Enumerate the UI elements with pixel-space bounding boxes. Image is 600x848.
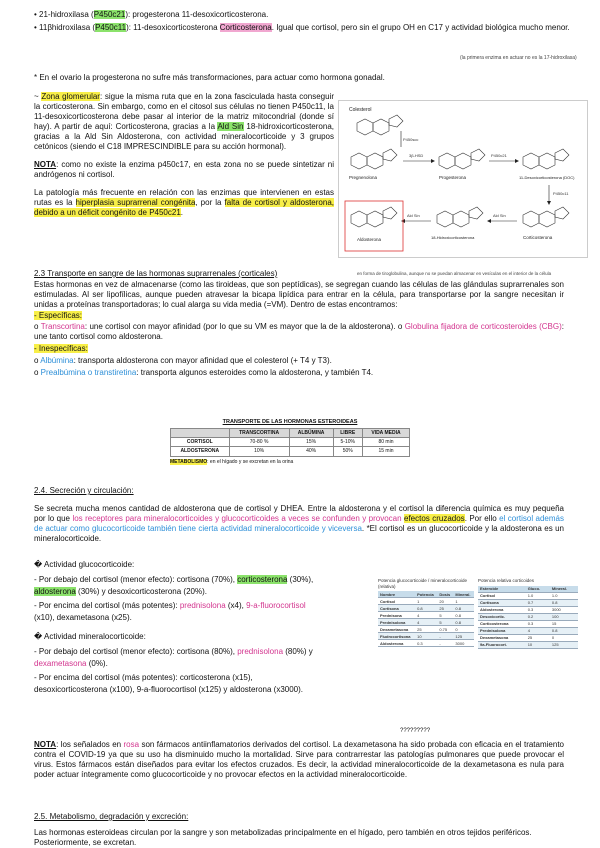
section-24-intro: Se secreta mucha menos cantidad de aldosterona que de cortisol y DHEA. Entre la aldosterona y el cortisol la diferencia química es muy pequeña por lo que los receptores para mineralocorticoides y glucocorticoides a veces se confunden y provocan efectos cruzados. Por ello el cortisol además de actuar como glucocorticoide también tiene cierta actividad mineralocorticoide y viceversa. *El cortisol es un glucocorticoide y la aldosterona es un mineralocorticoide. xyxy=(34,504,565,543)
potency-left-cell: Aldosterona xyxy=(378,640,415,647)
potency-left-row xyxy=(378,612,474,619)
ovary-note: * En el ovario la progesterona no sufre más transformaciones, para actuar como hormona gonadal. xyxy=(34,73,385,82)
potency-table-right: Potencia relativa corticoides Esteroide Gluco. Mineral. Cortisol 1.0 1.0 Cortisona 0.7 0.8 Aldosterona 0.3 3000 Desoxicortic. 0.2 100 Corticosterona 0.3 15 Prednisolona 4 0.8 Dexametasona 25 0 9a-Fluorocort. 10 125 xyxy=(478,578,578,720)
potency-right-header-2: Mineral. xyxy=(550,586,578,593)
potency-left-cell: Dexametasona xyxy=(378,626,415,633)
section-25-title: 2.5. Metabolismo, degradación y excreción: xyxy=(34,812,189,821)
potency-right-row xyxy=(478,613,578,620)
potency-left-cell: - xyxy=(437,640,453,647)
transport-table-footer: METABOLISMO: en el hígado y se excretan en la orina xyxy=(170,458,294,465)
potency-right-cell: Corticosterona xyxy=(478,620,526,627)
potency-left-cell: 5 xyxy=(437,619,453,626)
hydroxylase-21-line: • 21-hidroxilasa (P450c21): progesterona 11-desoxicorticosterona. xyxy=(34,10,269,19)
diagram-label-corticosterona: Corticosterona xyxy=(523,235,553,240)
transport-table-row xyxy=(171,438,410,447)
potency-left-cell: 1 xyxy=(453,598,474,605)
potency-right-row xyxy=(478,599,578,606)
transport-table-cell: 10% xyxy=(229,447,289,456)
section-24-note: NOTA: los señalados en rosa son fármacos antiinflamatorios derivados del cortisol. La dexametasona ha sido probada con eficacia en el tratamiento contra el COVID-19 ya que su uso ha disminuido mucho la mortalidad. Sirve para contrarrestar las patologías pulmonares que puede provocar el virus. Estos fármacos están diseñados para evitar los efectos cruzados. Es decir, la actividad mineralocorticoide de la dexametasona es nula para poder actuar íntegramente como glucocorticoide y no provocar efectos en la actividad mineralocorticoide. xyxy=(34,740,564,779)
aldosterone-highlight-box xyxy=(345,201,403,251)
potency-right-cell: 0 xyxy=(550,634,578,641)
cholesterol-molecule xyxy=(357,115,403,135)
transport-table-cell: 70-80 % xyxy=(229,438,289,447)
potency-right-row xyxy=(478,620,578,627)
transport-table-row xyxy=(171,447,410,456)
transport-table-header-3: LIBRE xyxy=(333,428,362,437)
transport-table-header-4: VIDA MEDIA xyxy=(362,428,409,437)
potency-right-cell: Cortisol xyxy=(478,592,526,599)
potency-left-cell: - xyxy=(437,633,453,640)
potency-right-cell: 1.0 xyxy=(526,592,550,599)
diagram-enzyme-c11: P450c11 xyxy=(553,191,569,196)
potency-right-row xyxy=(478,634,578,641)
diagram-label-colesterol: Colesterol xyxy=(349,107,372,113)
diagram-enzyme-aldsin-2: Ald Sin xyxy=(407,213,420,218)
transport-table-cell: 15 min xyxy=(362,447,409,456)
hydroxycorticosterone-molecule xyxy=(437,207,483,227)
potency-right-row xyxy=(478,592,578,599)
transport-table-cell: ALDOSTERONA xyxy=(171,447,230,456)
potency-left-cell: 25 xyxy=(437,605,453,612)
potency-right-row xyxy=(478,641,578,648)
potency-right-cell: Prednisolona xyxy=(478,627,526,634)
potency-right-cell: 9a-Fluorocort. xyxy=(478,641,526,648)
potency-left-cell: 0.8 xyxy=(453,619,474,626)
potency-right-cell: 0.2 xyxy=(526,613,550,620)
potency-right-cell: Cortisona xyxy=(478,599,526,606)
potency-left-cell: 25 xyxy=(415,626,437,633)
potency-right-cell: 1.0 xyxy=(550,592,578,599)
potency-left-header-1: Potencia xyxy=(415,591,437,598)
potency-left-cell: 0 xyxy=(453,626,474,633)
potency-right-cell: 4 xyxy=(526,627,550,634)
potency-right-cell: 0.3 xyxy=(526,606,550,613)
transport-table-title: TRANSPORTE DE LAS HORMONAS ESTEROIDEAS xyxy=(222,419,358,425)
transport-table-header-2: ALBÚMINA xyxy=(289,428,333,437)
potency-left-cell: 5 xyxy=(437,612,453,619)
diagram-enzyme-scc: P450scc xyxy=(403,137,419,142)
potency-right-cell: 3000 xyxy=(550,606,578,613)
potency-right-cell: Desoxicortic. xyxy=(478,613,526,620)
transport-table-cell: 80 min xyxy=(362,438,409,447)
mineral-activity-block: � Actividad mineralocorticoide: - Por debajo del cortisol (menor efecto): cortisona (80%), prednisolona (80%) y dexametasona (0%). - Por encima del cortisol (más potentes): corticosterona (x15), desoxicorticosterona (x100), 9-a-fluorocortisol (x125) y aldosterona (x3000). xyxy=(34,632,313,694)
potency-right-cell: Aldosterona xyxy=(478,606,526,613)
pregnenolone-molecule xyxy=(351,149,397,169)
potency-left-cell: 4 xyxy=(415,612,437,619)
section-23-side-note: en forma de tiroglobulina, aunque no se puedan almacenar en vesículas en el interior de la célula xyxy=(357,271,552,276)
hydroxylase-11-line: • 11βhidroxilasa (P450c11): 11-desoxicorticosterona Corticosterona. Igual que cortisol, pero sin el grupo OH en C17 y actividad biológica mucho menor. xyxy=(34,23,570,32)
potency-left-cell: 0.8 xyxy=(453,612,474,619)
transport-table-cell: 5-10% xyxy=(333,438,362,447)
question-marks: ????????? xyxy=(400,728,431,734)
intro-block xyxy=(34,10,574,33)
potency-left-cell: 3000 xyxy=(453,640,474,647)
aldosterone-pathway-diagram xyxy=(338,100,588,258)
progesterone-molecule xyxy=(439,149,485,169)
transport-table-header-0 xyxy=(171,428,230,437)
glomerular-paragraph: ~ Zona glomerular: sigue la misma ruta que en la zona fasciculada hasta conseguir la corticosterona. Sin embargo, como en el citosol sus células no tienen P450c11, la 11-desoxicorticosterona debe pasar al interior de la matriz mitocondrial (donde sí hay). A partir de aquí: Corticosterona, gracias a la Ald Sin 18-hidroxicorticosterona, gracias a la Ald Sin Aldosterona, con actividad mineralocorticoide y 3 grupos cetónicos (siendo el C18 IMPRESCINDIBLE para su acción hormonal). NOTA: como no existe la enzima p450c17, en esta zona no se puede sintetizar ni andrógenos ni cortisol. La patología más frecuente en relación con las enzimas que intervienen en estas rutas es la hiperplasia suprarrenal congénita, por la falta de cortisol y aldosterona, debido a un déficit congénito de P450c21. xyxy=(34,92,334,217)
potency-right-cell: 15 xyxy=(550,620,578,627)
transport-table-cell: 15% xyxy=(289,438,333,447)
potency-right-cell: 0.8 xyxy=(550,627,578,634)
potency-left-header-2: Dosis xyxy=(437,591,453,598)
potency-right-cell: 0.7 xyxy=(526,599,550,606)
potency-right-cell: 125 xyxy=(550,641,578,648)
diagram-enzyme-3bhsd: 3β-HSD xyxy=(409,153,424,158)
transport-table xyxy=(170,428,410,457)
potency-right-row xyxy=(478,606,578,613)
potency-left-cell: 4 xyxy=(415,619,437,626)
potency-left-cell: 0.8 xyxy=(453,605,474,612)
potency-left-cell: 20 xyxy=(437,598,453,605)
potency-left-header-3: Mineral. xyxy=(453,591,474,598)
potency-left-cell: 0.75 xyxy=(437,626,453,633)
potency-left-cell: 1 xyxy=(415,598,437,605)
potency-right-cell: 10 xyxy=(526,641,550,648)
section-25-text: Las hormonas esteroideas circulan por la sangre y son metabolizadas principalmente en el hígado, pero también en otros tejidos periféricos. Posteriormente, se excretan. xyxy=(34,828,532,847)
potency-left-row xyxy=(378,605,474,612)
potency-right-header-0: Esteroide xyxy=(478,586,526,593)
potency-right-header-1: Gluco. xyxy=(526,586,550,593)
potency-left-cell: Cortisol xyxy=(378,598,415,605)
potency-left-row xyxy=(378,598,474,605)
potency-left-row xyxy=(378,619,474,626)
potency-right-row xyxy=(478,627,578,634)
transport-table-header-1: TRANSCORTINA xyxy=(229,428,289,437)
potency-left-cell: 125 xyxy=(453,633,474,640)
diagram-label-progesterona: Progesterona xyxy=(439,175,467,180)
section-23-title: 2.3 Transporte en sangre de las hormonas suprarrenales (corticales) xyxy=(34,269,278,278)
diagram-label-18oh: 18-Hidroxicorticosterona xyxy=(431,235,475,240)
aldosterone-molecule xyxy=(351,207,397,227)
potency-right-cell: 0.3 xyxy=(526,620,550,627)
potency-left-cell: Prednisolona xyxy=(378,619,415,626)
diagram-enzyme-aldsin-1: Ald Sin xyxy=(493,213,506,218)
potency-left-row xyxy=(378,626,474,633)
diagram-enzyme-c21: P450c21 xyxy=(491,153,507,158)
diagram-label-doc: 11-Desoxicorticosterona (DOC) xyxy=(519,175,575,180)
potency-left-row xyxy=(378,640,474,647)
gluco-activity-block: � Actividad glucocorticoide: - Por debajo del cortisol (menor efecto): cortisona (70%), corticosterona (30%), aldosterona (30%) y desoxicorticosterona (20%). - Por encima del cortisol (más potentes): prednisolona (x4), 9-a-fluorocortisol (x10), dexametasona (x25). xyxy=(34,560,314,622)
transport-table-block xyxy=(170,419,410,465)
transport-table-cell: 50% xyxy=(333,447,362,456)
potency-left-cell: 0.3 xyxy=(415,640,437,647)
transport-table-cell: CORTISOL xyxy=(171,438,230,447)
potency-table-left: Potencia glucocorticoide / mineralocorticoide (relativa) Nombre Potencia Dosis Mineral. Cortisol 1 20 1 Cortisona 0.8 25 0.8 Prednisona 4 5 0.8 Prednisolona 4 5 0.8 Dexametasona 25 0.75 0 Fludrocortisona 10 - 125 Aldosterona 0.3 - 3000 xyxy=(378,578,474,720)
potency-left-cell: Fludrocortisona xyxy=(378,633,415,640)
diagram-label-pregnenolona: Pregnenolona xyxy=(349,175,378,180)
doc-molecule xyxy=(523,149,569,169)
potency-right-cell: 0.8 xyxy=(550,599,578,606)
potency-left-header-0: Nombre xyxy=(378,591,415,598)
side-note: (la primera enzima en actuar no es la 17-hidroxilasa) xyxy=(460,55,577,61)
potency-left-cell: Prednisona xyxy=(378,612,415,619)
potency-left-cell: Cortisona xyxy=(378,605,415,612)
potency-right-cell: Dexametasona xyxy=(478,634,526,641)
potency-left-cell: 10 xyxy=(415,633,437,640)
transport-table-cell: 40% xyxy=(289,447,333,456)
potency-left-row xyxy=(378,633,474,640)
potency-left-cell: 0.8 xyxy=(415,605,437,612)
section-24-title: 2.4. Secreción y circulación: xyxy=(34,486,134,495)
corticosterone-molecule xyxy=(523,207,569,227)
diagram-label-aldosterona: Aldosterona xyxy=(357,237,382,242)
section-23-body: Estas hormonas en vez de almacenarse (como las tiroideas, que son peptídicas), se segregan cuando las células de las glándulas suprarrenales son estimuladas. Al ser lipofílicas, aunque pueden atravesar la bicapa lipídica para entrar en la célula, para transportarse por la sangre necesitan ir unidas a proteínas transportadoras; lo cual alarga su vida media (=VM). Dentro de estas encontramos: - Específicas: o Transcortina: une cortisol con mayor afinidad (por lo que su VM es mayor que la de la aldosterona). o Globulina fijadora de corticosteroides (CBG): une tanto cortisol como aldosterona. - Inespecíficas: o Albúmina: transporta aldosterona con mayor afinidad que el colesterol (+ T4 y T3). o Prealbúmina o transtiretina: transporta algunos esteroides como la aldosterona, y también T4. xyxy=(34,280,565,377)
potency-right-cell: 100 xyxy=(550,613,578,620)
potency-right-cell: 25 xyxy=(526,634,550,641)
